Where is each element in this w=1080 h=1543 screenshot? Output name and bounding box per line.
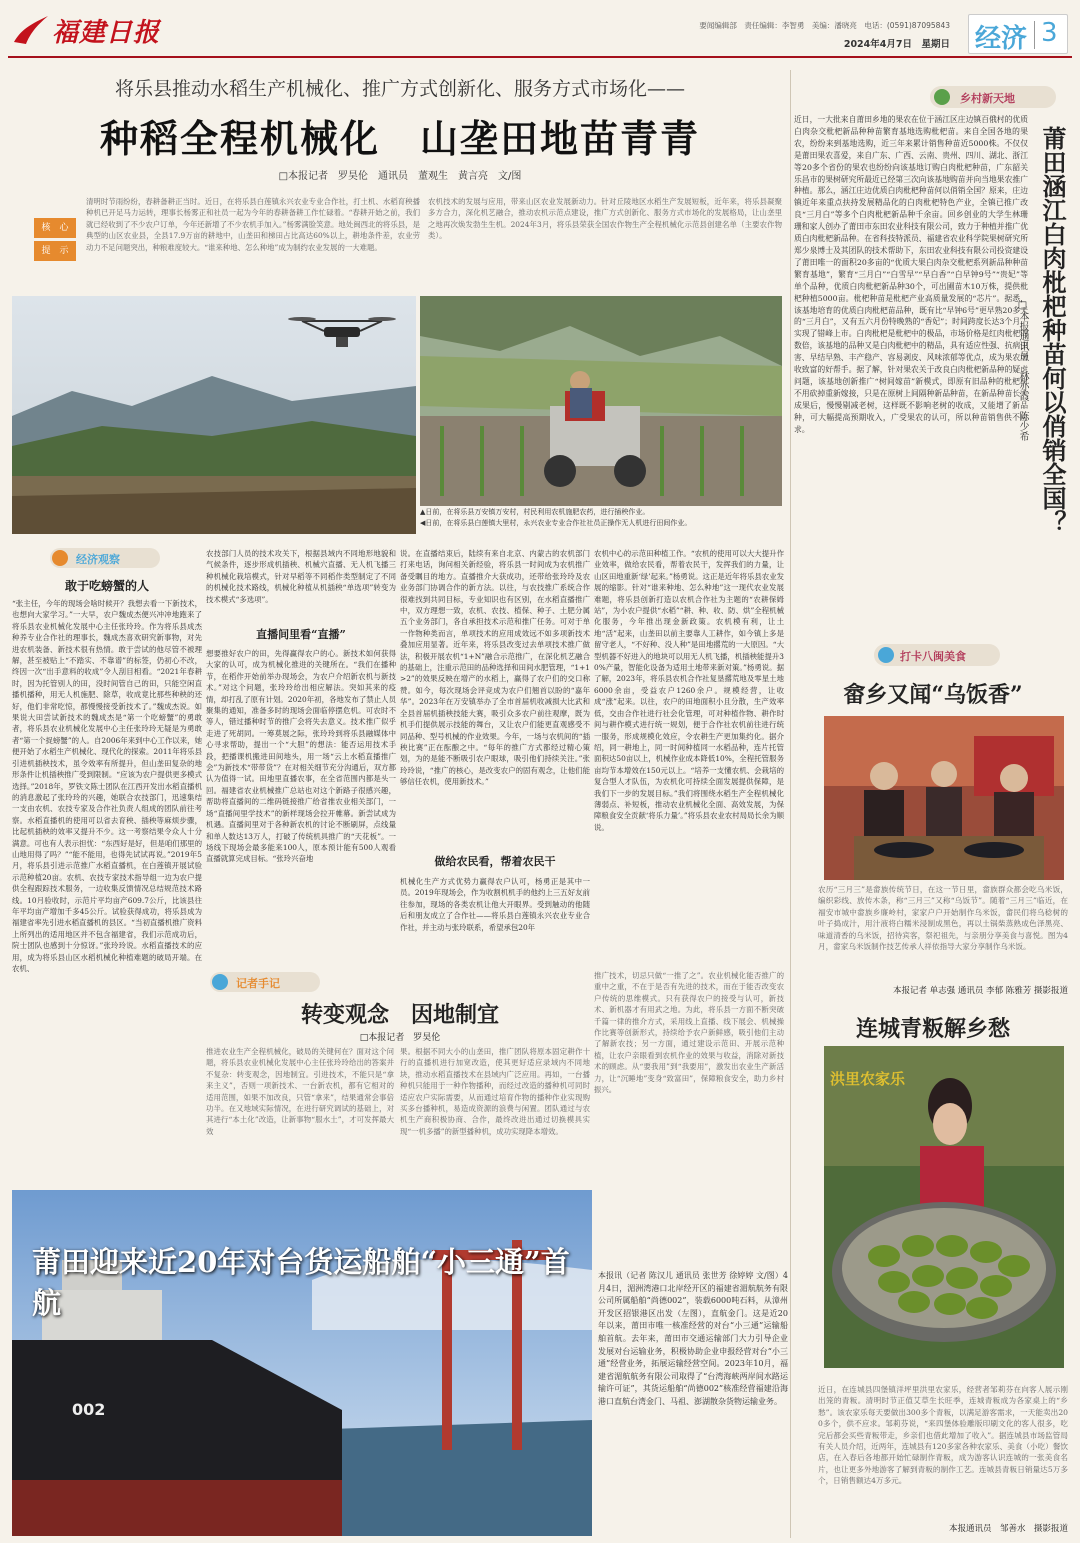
qingban-photo bbox=[824, 1046, 1064, 1368]
notebook-body-1: 推进农业生产全程机械化，破局的关键何在？面对这个问题，将乐县农业机械化发展中心主任张玲玲给出的答案并不复杂：转变观念，因地制宜。引进技术，不能只是“拿来主义”，否则一项新技术、一台新农机，都有它相对的适用范围，如果不加改良，只管“拿来”，结果通常会事倍功半。在又地域实际情况，在进行研究调试的基础上，对其进行“本土化”改造，让新事物“服水土”，才可发挥最大效 bbox=[206, 1047, 394, 1136]
notebook-title: 转变观念 因地制宜 bbox=[300, 1002, 499, 1028]
lead-intro-2: 农机技术的发展与应用，带来山区农业发展新动力。针对丘陵地区水稻生产发展短板，近年来，将乐县凝聚多方合力，深化机艺融合，推动农机示范点建设，推广方式创新化、服务方式市场化的发展格局，让山垄里之地再次焕发勃生生机。2024年3月，将乐县荣获全国农作物生产全程机械化示范县创建名单（主要农作物类）。 bbox=[428, 197, 782, 241]
notebook-label: 记者手记 bbox=[210, 972, 320, 992]
econ-watch-label: 经济观察 bbox=[50, 548, 160, 568]
core-tag-bottom: 提 示 bbox=[34, 241, 76, 261]
qingban-sign: 洪里农家乐 bbox=[830, 1070, 906, 1088]
rice-title: 畲乡又闻“乌饭香” bbox=[843, 682, 1023, 708]
qingban-byline: 本报通讯员 邹善水 摄影报道 bbox=[948, 1524, 1068, 1534]
issue-date: 2024年4月7日 星期日 bbox=[843, 39, 950, 50]
col-b-subhead: 直播间里看“直播” bbox=[256, 628, 346, 641]
masthead-rule bbox=[8, 56, 1072, 58]
col-b-body-1: 农技部门人员的技术攻关下，根据县域内不同地形地貌和气候条件，逐步形成机插秧、机械穴直播、无人机飞播三种机械化栽培模式，针对早稻等不同稻作类型制定了不同的机械化技术路线，机械化种植从机插秧“单选项”转变为技术模式“多选项”。 bbox=[206, 549, 396, 604]
tractor-photo bbox=[420, 296, 782, 506]
rice-photo bbox=[824, 716, 1064, 880]
rural-label: 乡村新天地 bbox=[930, 86, 1056, 108]
newspaper-logo[interactable]: 福建日报 bbox=[52, 18, 161, 48]
ship-hull-number: 002 bbox=[72, 1400, 106, 1419]
core-tag-top: 核 心 bbox=[34, 218, 76, 238]
qingban-title: 连城青粄解乡愁 bbox=[855, 1016, 1010, 1042]
notebook-byline: □本报记者 罗昊伦 bbox=[359, 1033, 441, 1043]
loquat-byline: □本报通讯员 林亦霞 陈少希 bbox=[1017, 300, 1028, 441]
food-label: 打卡八闽美食 bbox=[874, 644, 1000, 666]
notebook-icon bbox=[212, 974, 228, 990]
notebook-body-3: 推广技术，切忌只做“一推了之”。农业机械化能否推广的重中之重，不在于是否有先进的技术，而在于能否改变农户传统的思维模式。只有获得农户的接受与认可，新技术、新机器才有用武之地。为此，将乐县一方面不断突破千篇一律的推介方式，采用线上直播、线下展会、机械操作比赛等创新形式，持续给予农户新鲜感，吸引他们主动了解新农技；另一方面，通过建设示范田、开展示范种植，让农户亲眼看到农机作业的效果与收益，消除对新技术的顾虑。从“要我用”到“我要用”，激发出农业生产新活力，让“沉睡地”变身“致富田”，保障粮食安全，助力乡村振兴。 bbox=[594, 971, 784, 1095]
editor-line: 要闻编辑部 责任编辑：李智勇 美编：潘晓亮 电话：(0591)87095843 bbox=[699, 21, 950, 30]
col-b-body-2: 想要推好农户的田，先得赢得农户的心。新技术如何获得大家的认可，成为机械化推进的关键所在。“我们在播种节，在稻作开始前举办现场会，为农户介绍新农机与新技术。”对这个问题，张玲玲给出相应解法。突如其来的疫情，却打乱了原有计划。2020年初，各地发布了禁止人员聚集的通知，准备多时的现场会面临停摆危机。可农时不等人，错过播种时节的推广会将失去意义。技术推广似乎走进了死胡同。一筹莫展之际，张玲玲到将乐县融媒体中心寻求帮助，提出一个“大胆”的想法：能否运用技术手段，把播课机搬进田间地头，用一场“云上水稻直播推广会”为新技术“带带货”？在对相关细节充分沟通后，双方都认为值得一试。田地里直播农事，在全省范围内都是头一回。福建省农业机械推广总站也对这个新路子很感兴趣，帮助将直播间的二维码链接推广给省推农业相关部门，一场“直播间里学技术”的新样现场会拉开帷幕。新尝试成为机遇。直播间里对于各种新农机的讨论不断刷屏，点线量和单人数达13万人，打破了传统机具推广的“天花板”。一场线下现场会最多能来100人，原本预计能有500人观看直播就算完成目标。“张玲兴奋地 bbox=[206, 649, 396, 864]
drone-photo bbox=[12, 296, 416, 534]
caption-2: ◀日前，在将乐县白莲镇大里村，永兴农业专业合作社社员正操作无人机进行田间作业。 bbox=[420, 519, 692, 527]
column-divider bbox=[790, 70, 791, 1538]
logo-flame-icon bbox=[12, 12, 50, 46]
col-c-body-1: 说。在直播结束后，陆续有来自北京、内蒙古的农机部门打来电话，询问相关新经验，将乐县一时间成为农机推广备受瞩目的地方。直播推介大获成功，还带给张玲玲及农业务部门协调合作的新方法。以往，与农技推广系统合作很难找到共同目标，专业知识也有区别，在水稻直播推广中，双方理想一致，农机、农技、植保、种子、土肥分属五个业务部门，各自承担技术示范和推广任务。可对于单一作物种类而言，单项技术的应用成效远不如多项新技术叠加应用显著。近年来，将乐县改变过去单项技术推广做法，积极开展农机“1+N”融合示范推广，在深化机艺融合的基础上，注重示范田的品种选择和田间水肥管理，“1+1>2”的效果反映在增产的水稻上，赢得了农户们的交口称赞。如今，每次现场会评竞成为农户们翘首以盼的“嘉年华”。2023年在万安镇举办了全市首届机收减损大比武和全县首届机插秧技能大赛，吸引众多农户前往观摩，既为机手们提供展示技能的舞台，又让农户们能更直观感受不同品种、型号机械的作业效果。今年，一场与农机间的“插秧比赛”正在酝酿之中。“每年的推广方式都经过精心策划，为的是能不断吸引农户眼球，吸引他们持续关注。”张玲玲说，“推广的核心，是改变农户的固有观念，让他们能够信任农机，使用新技术。” bbox=[400, 549, 590, 787]
rural-icon bbox=[934, 89, 950, 105]
ship-body: 本报讯（记者 陈汉儿 通讯员 张世芳 徐婷婷 文/图）4月4日，湄洲湾港口北岸经开区的福建省湄航航务有限公司所属船舶“尚德002”，装载6000吨石料，从漳州开发区招银港区出发（左图），直航金门。这是近20年以来，莆田市唯一核准经营的对台“小三通”运输船舶首航。去年来，莆田市交通运输部门大力引导企业发展对台运输业务，积极协助企业申报经营对台“小三通”经营业务，拓展运输经营空间。2023年10月，福建省湄航航务有限公司取得了“台湾海峡两岸间水路运输许可证”，其货运船舶“尚德002”核准经营福建沿海港口直航台湾金门、马祖、澎湖散杂货物运输业务。 bbox=[598, 1271, 788, 1406]
col-c-subhead: 做给农民看，帮着农民干 bbox=[434, 855, 556, 868]
col-c-body-2: 机械化生产方式优势力赢得农户认可，杨勇正是其中一员。2019年现场会，作为收割机机手的他约上三五好友前往参加，现场的各类农机让他大开眼界。受到触动的他随后和朋友成立了合作社——将乐县白莲镇永兴农业专业合作社，并主动与张玲联系，希望承包20年 bbox=[400, 877, 590, 932]
qingban-body: 近日，在连城县四堡镇洋坪里洪里农家乐，经营者邹莉芬在向客人展示刚出笼的青粄。清明时节正值艾草生长旺季，连城青粄成为各家桌上的“乡愁”。该农家乐每天要做出300多个青粄，以满足游客需求，一天能卖出200多个，供不应求。邹莉芬说，“来四堡体验雕版印刷文化的客人很多，吃完后都会买些青粄带走，乡亲们也借此增加了收入”。据连城县市场监管局有关人员介绍，近两年，连城县有120多家各种农家乐、美食（小吃）餐饮店，在入春后各地都开始忙碌制作青粄，成为游客认识连城的一张美食名片，也让更多外地游客了解到青粄的制作工艺。连城县青粄日销量达5万多个，日销售额达4万多元。 bbox=[818, 1385, 1068, 1486]
col-a-body: “张主任，今年的现场会啥时候开？我想去看一下新技术，也想向大家学习。”一大早，农户魏成杰便兴冲冲地跑来了将乐县农业机械化发展中心主任张玲玲。作为将乐县成杰种养专业合作社的理事长，魏成杰喜欢研究新事物，对先进农机装备、新技术很有热情。敢于尝试的他尽管不被理解，甚至被贴上“不踏实、不靠谱”的标签，仍初心不改，终因一次“出手意料的收成”令人刮目相看。“2021年春耕时，因为托管别人的田，没时间管自己的田，只能空闲直播机播种，用无人机施肥、除草，收成竟比那些种秧的还好，他们非常吃惊，都慢慢接受新技术了。”魏成杰说。如果说大田尝试新技术的魏成杰是“第一个吃螃蟹”的勇敢者，将乐县农业机械化发展中心主任张玲玲无疑是为勇敢者“第一个捉螃蟹”的人。自2006年来到中心工作以来，她便开始了水稻生产机械化、现代化的探索。2011年将乐县引进机插秧技术，虽令效率有所提升，但山垄田复杂的地形条件让机插秧推广受到限制。“应该为农户提供更多模式选择。”2018年，罗铁文陈士团队在江西开发出水稻直播机的消息激起了张玲玲的兴趣，她联合农技部门，迅速集结一支由农机、农技专家及合作社负责人组成的团队前往考察。水稻直播机的使用可以省去育秧、插秧等麻烦步骤，比起机插秧的效率又提升不少。这一考察结果令众人十分满意。可也有人表示担忧：“东西好是好，但是咱们那里的山地用得了吗？”“能不能用，也得先试试再说。”2019年5月，将乐县引进示范推广水稻直播机，在白莲镇开展试验示范种植20亩。农机、农技专家技术指导组一边为农户提供全程跟踪技术服务，一边收集反馈情况总结规范技术路线。10月验收时，示范片平均亩产609.7公斤，比该县往年平均亩产增加千多45公斤。试验获得成功，将乐县成为福建省率先引进水稻直播机的县区。“当初直播机推广资料上所列出的适用地区并不包含福建省，我们示范成功后，院士团队也感到十分惊讶。”张玲玲说。水稻直播技术的应用，成为将乐县山区水稻机械化种植难题的破局开端。在农机、 bbox=[12, 599, 202, 973]
caption-1: ▲日前，在将乐县万安镇万安村，村民利用农机施肥农药，进行插秧作业。 bbox=[420, 508, 650, 516]
lead-byline: □本报记者 罗昊伦 通讯员 董观生 黄言亮 文/图 bbox=[278, 171, 522, 182]
loquat-body: 近日，一大批来自莆田乡地的果农在位于涵江区庄边镇百俄村的优质白肉杂交枇杷新品种种苗繁育基地选购枇杷苗。来自全国各地的果农，纷纷来到基地选购，近三年来累计销售种苗近5000株。不仅仅是莆田果农喜爱，来自广东、广西、云南、贵州、四川、湖北、浙江等20多个省份的果农也纷纷向该基地订购白肉枇杷种苗，广东韶关乐昌市的果树研究所最近已经第三次向该基地购苗并向当地果农推广种植。那么，涵江庄边优质白肉枇杷种苗何以俏销全国？原来，庄边镇近年来重点扶持发展精品化的白肉枇杷特色产业，全镇已推广改良“三月白”等多个白肉枇杷新品种千余亩。回乡创业的大学生林珊珊和家人创办了莆田市东田农业科技有限公司，致力于种植并推广优质白肉枇杷新品种。在省科技特派员、福建省农业科学院果树研究所郑少泉博士及其团队的技术帮助下，东田农业科技有限公司投资建设了莆田唯一的面积20多亩的“优质大果白肉杂交枇杷系列新品种种苗繁育基地”，繁育“三月白”“白雪早”“早白香”“白早钟9号”“贵妃”等单个品种，优质白肉枇杷新品种30个，可出圃苗木10万株，提供枇杷种植5000亩。枇杷种苗是枇杷产业高质量发展的“芯片”。据悉，该基地培育的优质白肉枇杷苗品种，既有比“早钟6号”更早熟20多天的“三月白”，又有五六月份特晚熟的“香妃”；时间跨度长达3个月，实现了错峰上市。白肉枇杷是枇杷中的极品，市场价格是红肉枇杷的数倍，该基地的品种又是白肉枇杷中的精品，具有适应性强、抗病虫害、早结早熟、丰产稳产、容易剥皮、风味浓郁等优点，成为果农增收致富的好帮手。据了解，针对果农关于改良白肉枇杷新品种的疑虑问题，该基地创新推广“树间嫁苗”新模式，即原有旧品种的枇杷树不用砍掉重新嫁接，只是在原树上间隔种新品种苗，在新品种苗长大成果后，慢慢剔减老树，这样既不影响老树的收成，又能增了新品种，可大幅提高预期收入，广受果农的认可，所以种苗销售供不应求。 bbox=[794, 115, 1028, 434]
col-a-title: 敢于吃螃蟹的人 bbox=[64, 579, 149, 593]
masthead bbox=[10, 6, 1070, 58]
rice-body: 农历“三月三”是畲族传统节日，在这一节日里，畲族群众都会吃乌米饭，编织彩线、放传木条，称“三月三”又称“乌饭节”。随着“三月三”临近，在福安市城中畲族乡廉岭村，家家户户开始制作乌米饭，畲民们将乌稔树的叶子捣成汁，用汁液将白糯米浸制成黑色，再以土锅柴蒸熟成色泽黑亮、味道清香的乌米饭，招待宾客，祭祀祖先，与亲朋分享美食与喜悦。图为4月，畲家乌米饭制作技艺传承人祥依指导大家分享制作乌米饭。 bbox=[818, 885, 1068, 952]
page-number: 3 bbox=[1041, 18, 1058, 48]
lead-headline: 种稻全程机械化 山垄田地苗青青 bbox=[99, 116, 700, 161]
notebook-body-2: 果。根据不同大小的山垄田，推广团队将原本固定耕作十行的直播机进行加宽改造，使其更好适应录域内不同地块，推动水稻直播技术在县域内广泛应用。再如，一台播种机只能用于一种作物播种，而经过改造的播种机可同时适应农户实际需要，从而通过培育作物的播种作业实现购买多台播种机，易造成资源的浪费与闲置。团队通过与农机生产商积极协商、合作，最终改进出通过切换模具实现“一机多播”的新型播种机，成功实现降本增效。 bbox=[400, 1047, 590, 1136]
ship-photo bbox=[12, 1190, 592, 1536]
econ-watch-icon bbox=[52, 550, 68, 566]
lead-intro-1: 清明时节雨纷纷，春耕备耕正当时。近日，在将乐县白莲镇永兴农业专业合作社，打土机、水稻育秧播种机已开足马力运转，理事长杨雾正和社员一起为今年的春耕备耕工作忙碌着。“春耕开始之前，我们就已经收到了不少农户订单，今年还新增了不少农机手加入。”杨雾满脸笑意。地处闽西北的将乐县，是典型的山区农业县，全县17.9万亩的耕地中，山垄田和梯田占比高达60%以上，耕地条件差，农业劳动力不足问题突出，种粮难度较大。“谁来种地、怎么种地”成为制约农业发展的一大难题。 bbox=[86, 197, 420, 252]
ship-headline: 莆田迎来近20年对台货运船舶“小三通”首航 bbox=[32, 1245, 570, 1320]
section-box bbox=[968, 14, 1068, 54]
core-tag bbox=[34, 218, 76, 262]
lead-kicker: 将乐县推动水稻生产机械化、推广方式创新化、服务方式市场化—— bbox=[114, 78, 685, 100]
loquat-title: 莆田涵江白肉枇杷种苗何以俏销全国？ bbox=[1038, 126, 1067, 534]
col-d-body: 农机中心的示范田种植工作。“农机的使用可以大大提升作业效率，做给农民看，帮着农民干，发挥我们的力量，让山区田地重新‘绿’起来。”杨勇说。这正是近年将乐县农业发展的缩影。针对“谁来种地、怎么种地”这一现代农业发展难题，将乐县创新打造以农机合作社为主题的“农耕保姆站”，为小农户提供“水稻”“耕、种、收、防、烘”全程机械化服务，今年推出现金新政策。农机模有利，让土地“活”起来，山垄田以前主要靠人工耕作，如今镇上多是留守老人，“不好种、没人种”是田地撂荒的一大原因。“大型机器不好进入的地块可以用无人机飞播，机插秧能提升30%产量，智能化设备为适用土地带来新对策。”杨勇说。据了解，2023年，将乐县农机合作社复垦撂荒地及零星土地6000余亩，受益农户1260余户。规模经营，让收成“涨”起来。以往，农户的田地面积小且分散，生产效率低，交由合作社进行社会化管理，可对种植作物、耕作时间与耕作模式进行统一规划，便于合作社农机前往进行统一服务，形成规模化效应，令农耕生产更加集约化。据介绍，同一耕地上，同一时间种植同一水稻品种，连片托管面积达50亩以上，机械作业成本降低10%，全程托管服务亩均节本增效在150元以上。“培养一支懂农机、会栽培的复合型人才队伍，为农机化可持续全面发展提供保障，是我们下一步的发展目标。”我们将围绕水稻生产全程机械化薄弱点、补短板，推动农业机械化全面、高效发展，为保障粮食安全贡献‘将乐力量’。”将乐县农业农村局局长余为顺说。 bbox=[594, 549, 784, 832]
rice-byline: 本报记者 单志强 通讯员 李郁 陈雅芳 摄影报道 bbox=[892, 986, 1068, 996]
section-name: 经济 bbox=[975, 24, 1028, 54]
food-icon bbox=[878, 647, 894, 663]
